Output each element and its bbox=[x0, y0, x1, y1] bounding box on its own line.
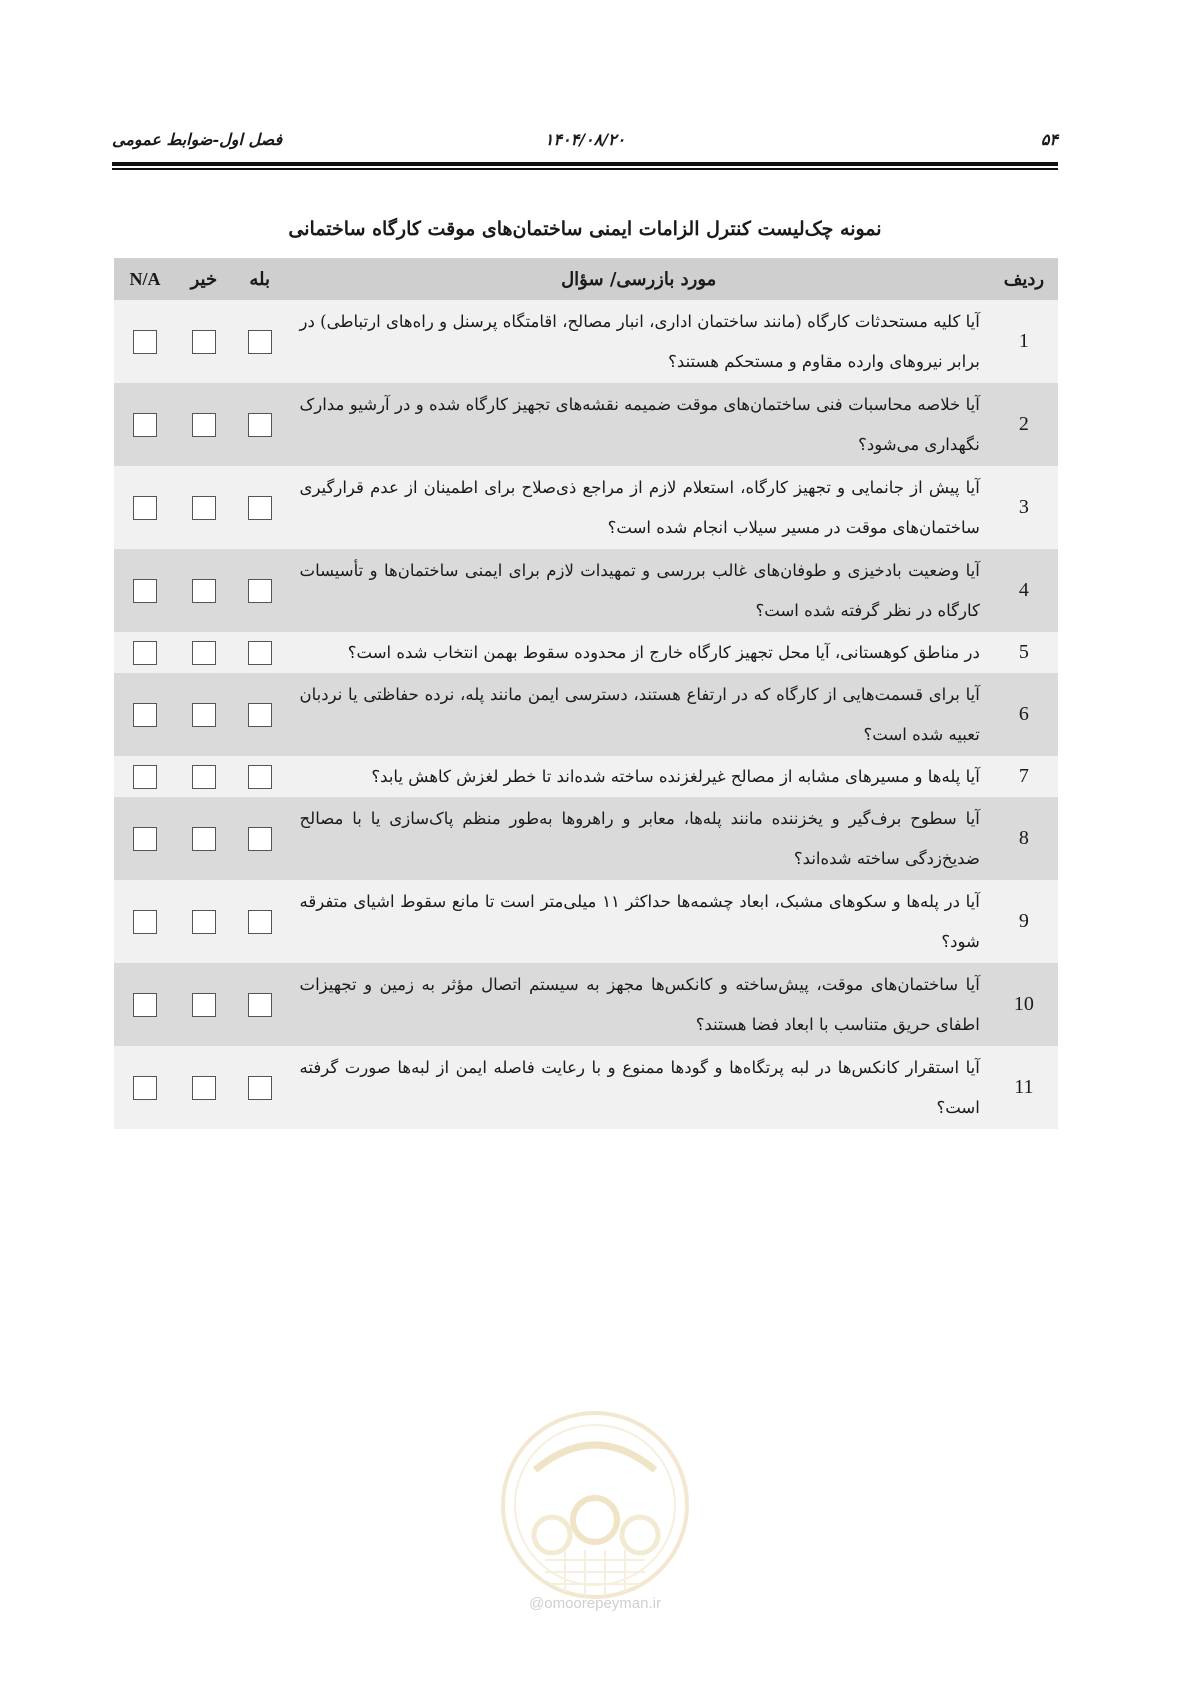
question-text: آیا وضعیت بادخیزی و طوفان‌های غالب بررسی و تمهیدات لازم برای ایمنی ساختمان‌ها و تأسیسات کارگاه در نظر گرفته شده است؟ bbox=[288, 549, 990, 632]
yes-checkbox[interactable] bbox=[248, 703, 272, 727]
question-text: آیا سطوح برف‌گیر و یخزننده مانند پله‌ها، معابر و راهروها به‌طور منظم پاک‌سازی یا با مصالح ضدیخ‌زدگی ساخته شده‌اند؟ bbox=[288, 797, 990, 880]
yes-checkbox[interactable] bbox=[248, 827, 272, 851]
no-checkbox[interactable] bbox=[192, 579, 216, 603]
na-checkbox[interactable] bbox=[133, 993, 157, 1017]
row-number: 9 bbox=[990, 880, 1058, 963]
row-number: 2 bbox=[990, 383, 1058, 466]
yes-checkbox[interactable] bbox=[248, 993, 272, 1017]
na-checkbox[interactable] bbox=[133, 827, 157, 851]
row-number: 3 bbox=[990, 466, 1058, 549]
chapter-title: فصل اول-ضوابط عمومی bbox=[112, 130, 283, 149]
no-checkbox[interactable] bbox=[192, 330, 216, 354]
na-checkbox[interactable] bbox=[133, 413, 157, 437]
no-checkbox[interactable] bbox=[192, 765, 216, 789]
no-checkbox[interactable] bbox=[192, 641, 216, 665]
na-checkbox[interactable] bbox=[133, 703, 157, 727]
na-checkbox[interactable] bbox=[133, 910, 157, 934]
header-rule-thin bbox=[112, 168, 1058, 170]
table-header-row bbox=[114, 258, 1058, 300]
row-number: 11 bbox=[990, 1046, 1058, 1129]
question-text: آیا کلیه مستحدثات کارگاه (مانند ساختمان اداری، انبار مصالح، اقامتگاه پرسنل و راه‌های ارتباطی) در برابر نیروهای وارده مقاوم و مستحکم هستند؟ bbox=[288, 300, 990, 383]
yes-checkbox[interactable] bbox=[248, 641, 272, 665]
header-rule-thick bbox=[112, 162, 1058, 166]
question-text: آیا در پله‌ها و سکوهای مشبک، ابعاد چشمه‌ها حداکثر ۱۱ میلی‌متر است تا مانع سقوط اشیای متفرقه شود؟ bbox=[288, 880, 990, 963]
yes-checkbox[interactable] bbox=[248, 579, 272, 603]
no-checkbox[interactable] bbox=[192, 1076, 216, 1100]
row-number: 1 bbox=[990, 300, 1058, 383]
question-text: آیا پیش از جانمایی و تجهیز کارگاه، استعلام لازم از مراجع ذی‌صلاح برای اطمینان از عدم قرارگیری ساختمان‌های موقت در مسیر سیلاب انجام شده است؟ bbox=[288, 466, 990, 549]
row-number: 10 bbox=[990, 963, 1058, 1046]
table-row bbox=[114, 963, 1058, 1046]
yes-checkbox[interactable] bbox=[248, 765, 272, 789]
table-row bbox=[114, 300, 1058, 383]
no-checkbox[interactable] bbox=[192, 413, 216, 437]
col-header-row: ردیف bbox=[990, 258, 1058, 300]
checklist-table bbox=[114, 258, 1058, 1129]
table-row bbox=[114, 880, 1058, 963]
table-row bbox=[114, 797, 1058, 880]
col-header-question: مورد بازرسی/ سؤال bbox=[288, 258, 990, 300]
question-text: آیا ساختمان‌های موقت، پیش‌ساخته و کانکس‌ها مجهز به سیستم اتصال مؤثر به زمین و تجهیزات اطفای حریق متناسب با ابعاد فضا هستند؟ bbox=[288, 963, 990, 1046]
na-checkbox[interactable] bbox=[133, 330, 157, 354]
row-number: 7 bbox=[990, 756, 1058, 797]
header-date: ۱۴۰۴/۰۸/۲۰ bbox=[544, 130, 626, 149]
page-number: ۵۴ bbox=[1040, 130, 1058, 149]
row-number: 8 bbox=[990, 797, 1058, 880]
na-checkbox[interactable] bbox=[133, 641, 157, 665]
table-row bbox=[114, 673, 1058, 756]
table-row bbox=[114, 756, 1058, 797]
yes-checkbox[interactable] bbox=[248, 330, 272, 354]
yes-checkbox[interactable] bbox=[248, 413, 272, 437]
na-checkbox[interactable] bbox=[133, 1076, 157, 1100]
table-row bbox=[114, 383, 1058, 466]
watermark-url: @omoorepeyman.ir bbox=[529, 1595, 661, 1612]
col-header-yes: بله bbox=[232, 258, 288, 300]
question-text: آیا پله‌ها و مسیرهای مشابه از مصالح غیرلغزنده ساخته شده‌اند تا خطر لغزش کاهش یابد؟ bbox=[288, 756, 990, 797]
no-checkbox[interactable] bbox=[192, 993, 216, 1017]
question-text: آیا استقرار کانکس‌ها در لبه پرتگاه‌ها و گودها ممنوع و با رعایت فاصله ایمن از لبه‌ها صورت گرفته است؟ bbox=[288, 1046, 990, 1129]
col-header-na: N/A bbox=[114, 258, 176, 300]
no-checkbox[interactable] bbox=[192, 910, 216, 934]
col-header-no: خیر bbox=[176, 258, 232, 300]
question-text: آیا خلاصه محاسبات فنی ساختمان‌های موقت ضمیمه نقشه‌های تجهیز کارگاه شده و در آرشیو مدارک نگهداری می‌شود؟ bbox=[288, 383, 990, 466]
page-header bbox=[112, 130, 1058, 156]
row-number: 4 bbox=[990, 549, 1058, 632]
table-row bbox=[114, 632, 1058, 673]
checklist-title: نمونه چک‌لیست کنترل الزامات ایمنی ساختمان‌های موقت کارگاه ساختمانی bbox=[288, 218, 882, 240]
na-checkbox[interactable] bbox=[133, 765, 157, 789]
na-checkbox[interactable] bbox=[133, 496, 157, 520]
row-number: 5 bbox=[990, 632, 1058, 673]
question-text: آیا برای قسمت‌هایی از کارگاه که در ارتفاع هستند، دسترسی ایمن مانند پله، نرده حفاظتی یا نردبان تعبیه شده است؟ bbox=[288, 673, 990, 756]
table-row bbox=[114, 549, 1058, 632]
yes-checkbox[interactable] bbox=[248, 910, 272, 934]
table-row bbox=[114, 1046, 1058, 1129]
no-checkbox[interactable] bbox=[192, 827, 216, 851]
na-checkbox[interactable] bbox=[133, 579, 157, 603]
yes-checkbox[interactable] bbox=[248, 496, 272, 520]
question-text: در مناطق کوهستانی، آیا محل تجهیز کارگاه خارج از محدوده سقوط بهمن انتخاب شده است؟ bbox=[288, 632, 990, 673]
row-number: 6 bbox=[990, 673, 1058, 756]
yes-checkbox[interactable] bbox=[248, 1076, 272, 1100]
no-checkbox[interactable] bbox=[192, 703, 216, 727]
table-row bbox=[114, 466, 1058, 549]
no-checkbox[interactable] bbox=[192, 496, 216, 520]
